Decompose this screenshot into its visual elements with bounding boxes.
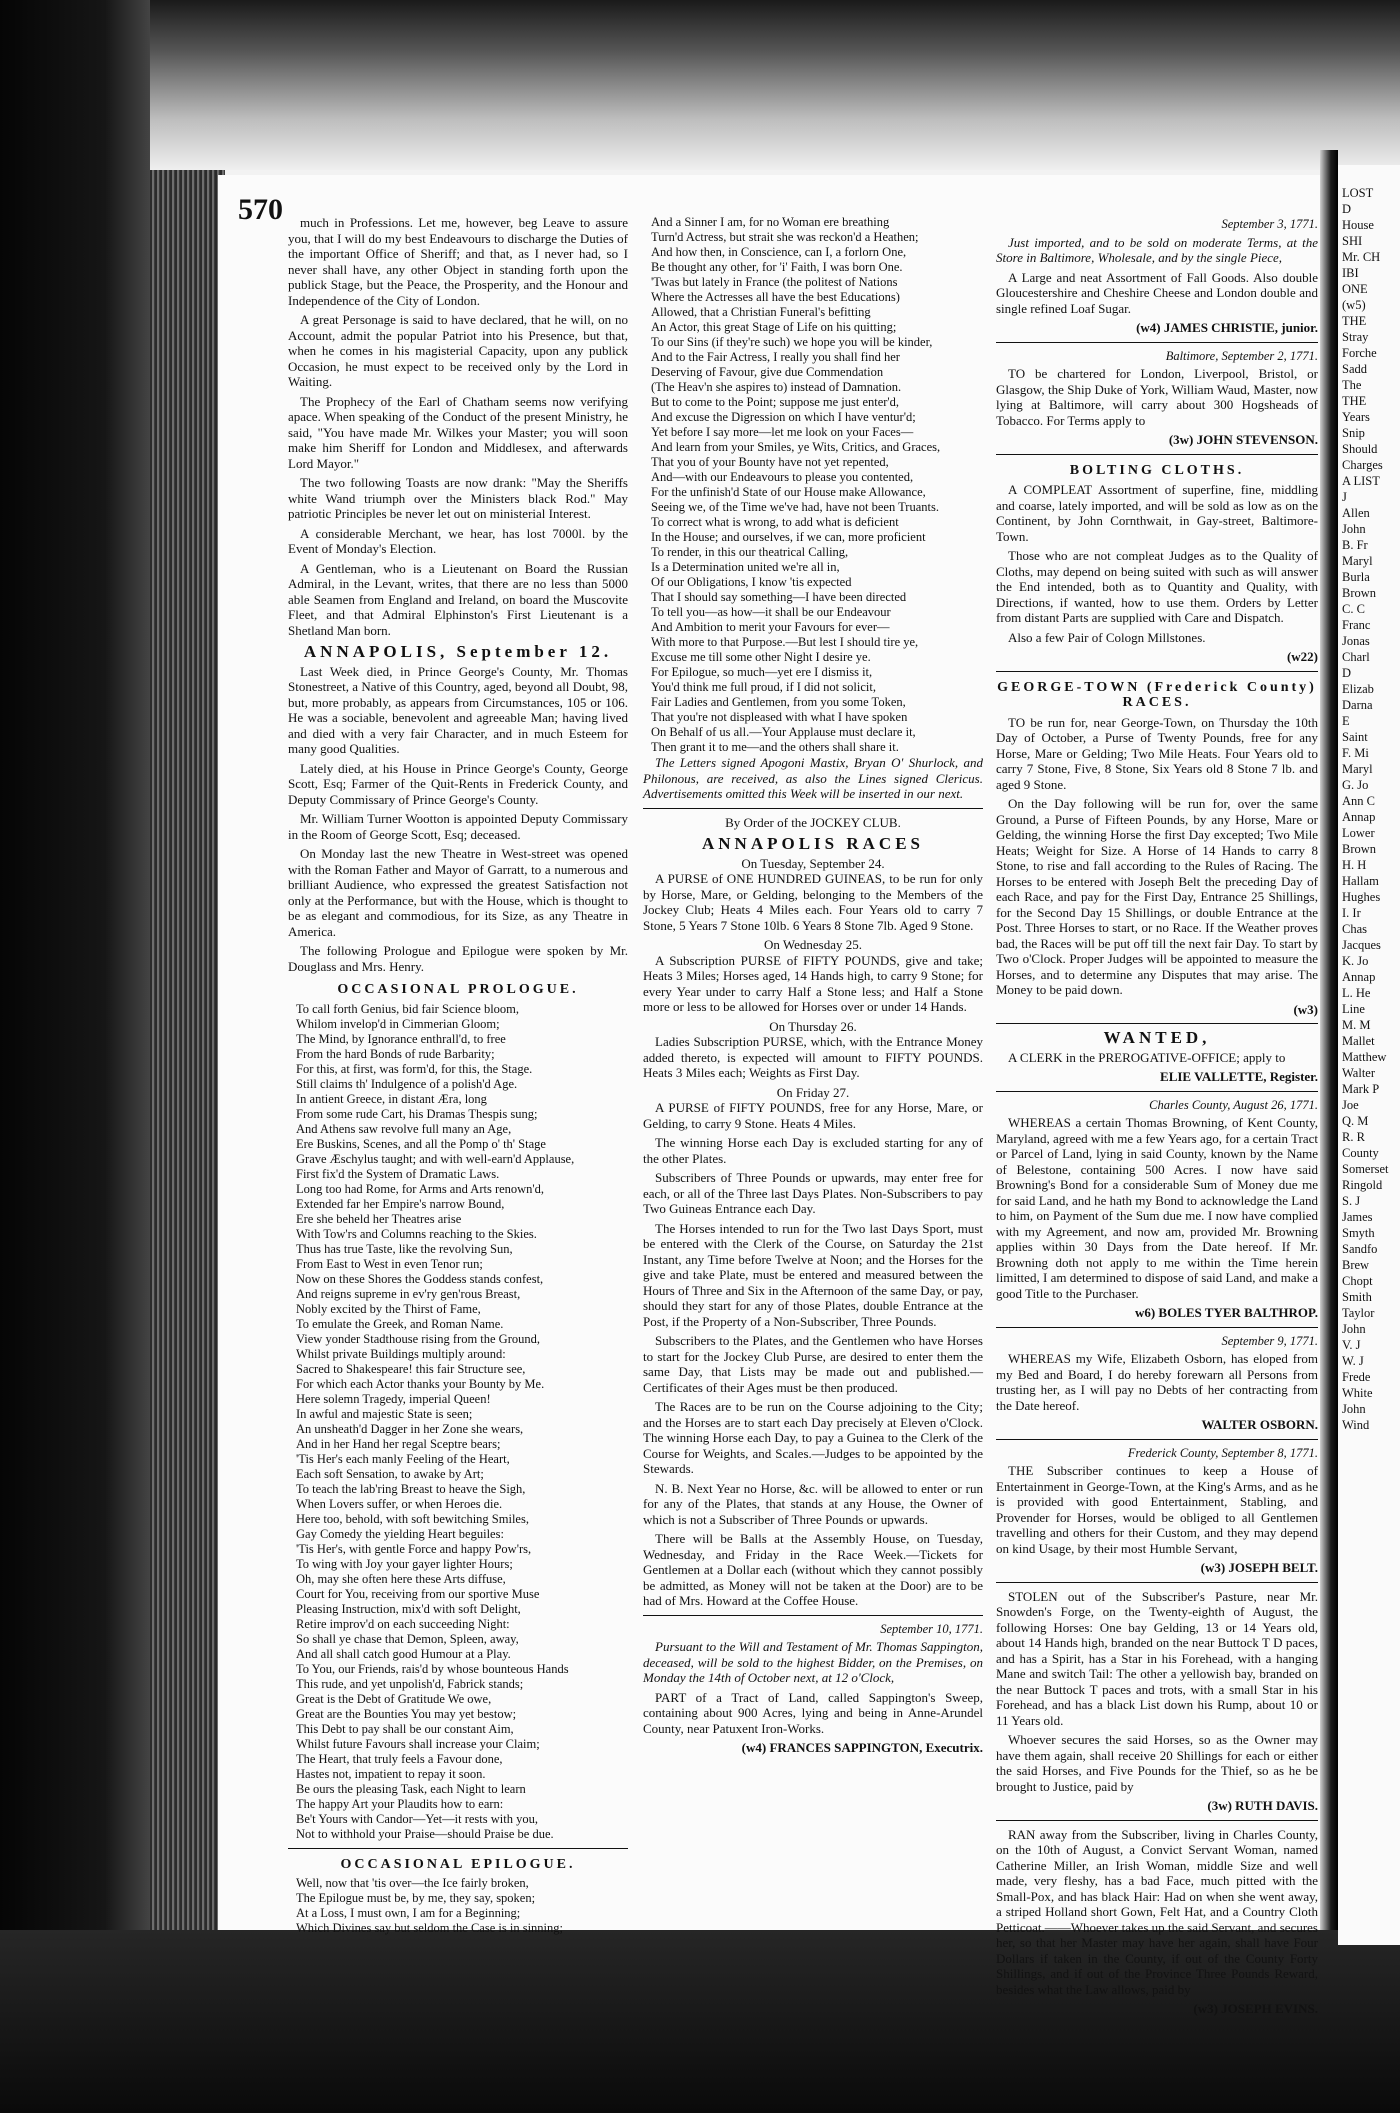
verse-line: Then grant it to me—and the others shall share it.	[651, 740, 899, 754]
verse-line: Grave Æschylus taught; and with well-earn'd Applause,	[296, 1151, 575, 1166]
verse-line: Be thought any other, for 'i' Faith, I was born One.	[651, 260, 903, 274]
verse-line: Not to withhold your Praise—should Praise be due.	[296, 1826, 554, 1841]
race-day-heading: On Friday 27.	[776, 1084, 850, 1100]
facing-page-fragment-line: Brown	[1342, 586, 1377, 600]
verse-line: To wing with Joy your gayer lighter Hours;	[296, 1556, 513, 1571]
verse-line: From East to West in even Tenor run;	[296, 1256, 483, 1271]
paragraph: On Monday last the new Theatre in West-street was opened with the Roman Father and Mayor of Garratt, to a numerous and brilliant Audience, who expressed the greatest Satisfaction not only at the Performance, but with the House, which is thought to be as elegant and commodious, for its Size, as any Theatre in America.	[288, 846, 628, 939]
facing-page-fragment-line: Franc	[1342, 618, 1371, 632]
facing-page-fragment-line: Walter	[1342, 1066, 1376, 1080]
verse-line: 'Tis Her's, with gentle Force and happy Pow'rs,	[296, 1541, 532, 1556]
facing-page-fragment-line: Line	[1342, 1002, 1365, 1016]
verse-line: First fix'd the System of Dramatic Laws.	[296, 1166, 500, 1181]
verse-line: Be ours the pleasing Task, each Night to learn	[296, 1781, 526, 1796]
race-day-heading: On Wednesday 25.	[763, 937, 862, 952]
facing-page-fragment-line: F. Mi	[1342, 746, 1369, 760]
verse-line: And Athens saw revolve full many an Age,	[296, 1121, 512, 1136]
facing-page-fragment-line: D	[1342, 666, 1352, 680]
verse-line: At a Loss, I must own, I am for a Beginning;	[296, 1906, 521, 1920]
race-rules: Subscribers of Three Pounds or upwards, may enter free for each, or all of the Three last Days Plates. Non-Subscribers to pay Two Guineas Entrance each Day.	[643, 1170, 983, 1216]
facing-page-fragment-line: V. J	[1342, 1338, 1361, 1352]
ad-date: September 10, 1771.	[880, 1621, 983, 1636]
ad-signature: (w3) JOSEPH BELT.	[1200, 1560, 1318, 1575]
verse-line: And—with our Endeavours to please you contented,	[651, 470, 914, 484]
facing-page-fragment-line: Ann C	[1342, 794, 1375, 808]
verse-line: Whilst private Buildings multiply around:	[296, 1346, 506, 1361]
facing-page-fragment-line: Q. M	[1342, 1114, 1369, 1128]
verse-line: In antient Greece, in distant Æra, long	[296, 1091, 487, 1106]
facing-page-fragment-line: James	[1342, 1210, 1373, 1224]
divider	[996, 1820, 1318, 1821]
verse-line: From the hard Bonds of rude Barbarity;	[296, 1046, 495, 1061]
verse-line: And Ambition to merit your Favours for ever—	[651, 620, 890, 634]
verse-line: Still claims th' Indulgence of a polish'd Age.	[296, 1076, 518, 1091]
verse-line: (The Heav'n she aspires to) instead of Damnation.	[651, 380, 902, 394]
ad-date: September 9, 1771.	[1221, 1333, 1318, 1348]
facing-page-fragment-line: R. R	[1342, 1130, 1365, 1144]
verse-line: 'Tis Her's each manly Feeling of the Heart,	[296, 1451, 510, 1466]
facing-page-fragment-line: Sadd	[1342, 362, 1367, 376]
printer-notice: The Letters signed Apogoni Mastix, Bryan O' Shurlock, and Philonous, are received, as also the Lines signed Clericus. Advertisements omitted this Week will be inserted in our next.	[643, 755, 983, 801]
facing-page-fragment-line: Chopt	[1342, 1274, 1373, 1288]
verse-line: From some rude Cart, his Dramas Thespis sung;	[296, 1106, 538, 1121]
facing-page-fragment-line: I. Ir	[1342, 906, 1361, 920]
races-heading: ANNAPOLIS RACES	[702, 834, 924, 853]
ad-heading: WANTED,	[1103, 1028, 1211, 1047]
facing-page-fragment-line: K. Jo	[1342, 954, 1369, 968]
column-1	[288, 215, 628, 1935]
ad-text: A CLERK in the PREROGATIVE-OFFICE; apply to	[1008, 1049, 1286, 1065]
race-day-heading: On Thursday 26.	[769, 1018, 857, 1034]
verse-line: To You, our Friends, rais'd by whose bounteous Hands	[296, 1661, 569, 1676]
verse-line: With Tow'rs and Columns reaching to the Skies.	[296, 1226, 537, 1241]
ad-intro: Pursuant to the Will and Testament of Mr. Thomas Sappington, deceased, will be sold to the highest Bidder, on the Premises, on Monday the 14th of October next, at 12 o'Clock,	[643, 1639, 983, 1685]
ad-text: THE Subscriber continues to keep a House of Entertainment in George-Town, at the King's Arms, and as he is provided with good Entertainment, Stabling, and Provender for Horses, would be obliged to all Gentlemen travelling and others for their Custom, and they may depend on kind Usage, by their most Humble Servant,	[996, 1463, 1318, 1556]
facing-page-fragment-line: Snip	[1342, 426, 1365, 440]
column-3	[996, 215, 1319, 2016]
ad-signature: w6) BOLES TYER BALTHROP.	[1134, 1305, 1318, 1320]
verse-line: But to come to the Point; suppose me just enter'd,	[651, 395, 900, 409]
prologue-heading: OCCASIONAL PROLOGUE.	[337, 982, 579, 997]
facing-page-fragment-line: Smyth	[1342, 1226, 1375, 1240]
facing-page-fragment-line: Somerset	[1342, 1162, 1389, 1176]
ad-signature: WALTER OSBORN.	[1201, 1417, 1318, 1432]
facing-page-fragment	[1338, 165, 1400, 1945]
ad-signature: ELIE VALLETTE, Register.	[1160, 1069, 1318, 1084]
order-line: By Order of the JOCKEY CLUB.	[725, 814, 901, 830]
verse-line: Great is the Debt of Gratitude We owe,	[296, 1691, 492, 1706]
verse-line: To emulate the Greek, and Roman Name.	[296, 1316, 504, 1331]
verse-line: With more to that Purpose.—But lest I should tire ye,	[651, 635, 919, 649]
verse-line: Extended far her Empire's narrow Bound,	[296, 1196, 505, 1211]
facing-page-fragment-line: Years	[1342, 410, 1370, 424]
ad-text: WHEREAS a certain Thomas Browning, of Kent County, Maryland, agreed with me a few Years ago, for a certain Tract or Parcel of Land, lying in said County, known by the Name of Belestone, containing 500 Acres. I now have said Browning's Bond for a considerable Sum of Money due me for said Land, and he hath my Bond to acknowledge the Land to him, on Payment of the Sum due me. I now have complied with my Agreement, and now am, provided Mr. Browning applies within 30 Days from the Date hereof. If Mr. Browning doth not apply to me within the Time herein limitted, I am determined to dispose of said Land, and make a good Title to the Purchaser.	[996, 1115, 1319, 1301]
facing-page-fragment-line: Ringold	[1342, 1178, 1383, 1192]
ad-signature: (3w) JOHN STEVENSON.	[1168, 432, 1318, 447]
facing-page-fragment-line: Stray	[1342, 330, 1369, 344]
facing-page-fragment-line: Jacques	[1342, 938, 1381, 952]
facing-page-fragment-line: (w5)	[1342, 298, 1366, 312]
facing-page-fragment-line: G. Jo	[1342, 778, 1369, 792]
verse-line: Nobly excited by the Thirst of Fame,	[296, 1301, 481, 1316]
verse-line: An Actor, this great Stage of Life on his quitting;	[651, 320, 897, 334]
verse-line: Here solemn Tragedy, imperial Queen!	[296, 1391, 491, 1406]
facing-page-fragment-line: H. H	[1342, 858, 1367, 872]
divider	[288, 1848, 628, 1849]
divider	[996, 454, 1318, 455]
verse-line: Sacred to Shakespeare! this fair Structure see,	[296, 1361, 526, 1376]
ad-text: TO be run for, near George-Town, on Thursday the 10th Day of October, a Purse of Twenty Pounds, free for any Horse, Mare or Gelding; Two Mile Heats. Four Years old to carry 7 Stone, Five, 8 Stone, Six Years old 8 Stone 7 lb. and aged 9 Stone.	[996, 714, 1318, 792]
ad-signature: (w3)	[1293, 1001, 1318, 1017]
verse-line: Court for You, receiving from our sportive Muse	[296, 1586, 540, 1601]
facing-page-text	[1338, 165, 1400, 1433]
facing-page-fragment-line: Annap	[1342, 970, 1376, 984]
divider	[996, 1327, 1318, 1328]
verse-line: View yonder Stadthouse rising from the Ground,	[296, 1331, 541, 1346]
verse-line: Fair Ladies and Gentlemen, from you some Token,	[651, 695, 906, 709]
facing-page-fragment-line: County	[1342, 1146, 1379, 1160]
verse-line: The Heart, that truly feels a Favour done,	[296, 1751, 503, 1766]
left-margin-dark	[0, 0, 150, 2113]
ad-signature: (3w) RUTH DAVIS.	[1207, 1798, 1318, 1813]
ad-signature: (w22)	[1286, 649, 1318, 664]
verse-line: And in her Hand her regal Sceptre bears;	[296, 1436, 501, 1451]
verse-line: For this, at first, was form'd, for this, the Stage.	[296, 1061, 533, 1076]
facing-page-fragment-line: Lower	[1342, 826, 1375, 840]
ad-text: TO be chartered for London, Liverpool, Bristol, or Glasgow, the Ship Duke of York, William Waud, Master, now lying at Baltimore, will carry about 300 Hogsheads of Tobacco. For Terms apply to	[996, 366, 1318, 428]
verse-line: For the unfinish'd State of our House make Allowance,	[651, 485, 926, 499]
ad-text: A COMPLEAT Assortment of superfine, fine, middling and coarse, lately imported, and will be sold as low as on the Continent, by John Cornthwait, in Gay-street, Baltimore-Town.	[996, 482, 1318, 544]
ad-signature: (w3) JOSEPH EVINS.	[1193, 2001, 1318, 2016]
facing-page-fragment-line: Charges	[1342, 458, 1383, 472]
verse-line: Hastes not, impatient to repay it soon.	[296, 1766, 486, 1781]
verse-line: Here too, behold, with soft bewitching Smiles,	[296, 1511, 529, 1526]
verse-line: Where the Actresses all have the best Educations)	[651, 290, 900, 304]
verse-line: Great are the Bounties You may yet bestow;	[296, 1706, 517, 1721]
annapolis-heading: ANNAPOLIS, September 12.	[303, 642, 613, 661]
race-rules: Subscribers to the Plates, and the Gentlemen who have Horses to start for the Jockey Club Purse, are desired to enter them the same Day, that Lists may be made out and published.—Certificates of their Ages must be then produced.	[643, 1333, 983, 1395]
verse-line: So shall ye chase that Demon, Spleen, away,	[296, 1631, 519, 1646]
facing-page-fragment-line: Jonas	[1342, 634, 1370, 648]
facing-page-fragment-line: House	[1342, 218, 1374, 232]
facing-page-fragment-line: Should	[1342, 442, 1378, 456]
verse-line: This rude, and yet unpolish'd, Fabrick stands;	[296, 1676, 524, 1691]
verse-line: That I should say something—I have been directed	[651, 590, 907, 604]
facing-page-fragment-line: SHI	[1342, 234, 1363, 248]
epilogue-verse	[288, 1876, 628, 1936]
verse-line: This Debt to pay shall be our constant Aim,	[296, 1721, 514, 1736]
facing-page-fragment-line: Maryl	[1342, 762, 1373, 776]
column-2	[643, 215, 983, 1915]
divider	[996, 1439, 1318, 1440]
ad-text: RAN away from the Subscriber, living in Charles County, on the 10th of August, a Convict Servant Woman, named Catherine Miller, an Irish Woman, middle Size and well made, very fleshy, has a bad Face, much pitted with the Small-Pox, and has black Hair: Had on when she went away, a striped Holland short Gown, Felt Hat, and a Country Cloth Petticoat.——Whoever takes up the said Servant, and secures her, so that her Master may have her again, shall have Four Dollars if taken in the County, if out of the County Forty Shillings, and if out of the Province Three Pounds Reward, besides what the Law allows, paid by	[996, 1826, 1318, 1997]
facing-page-fragment-line: Charl	[1342, 650, 1370, 664]
book-spine-edges	[150, 170, 225, 1940]
facing-page-fragment-line: Allen	[1342, 506, 1370, 520]
verse-line: Allowed, that a Christian Funeral's befitting	[651, 305, 871, 319]
facing-page-fragment-line: Elizab	[1342, 682, 1374, 696]
verse-line: Be't Yours with Candor—Yet—it rests with you,	[296, 1811, 538, 1826]
race-rules: The Horses intended to run for the Two last Days Sport, must be entered with the Clerk of the Course, on Saturday the 21st Instant, any Time before Twelve at Noon; and the Horses for the give and take Plate, must be entered and measured between the Hours of Three and Six in the Afternoon of the same Day, or pay, should they start for any of those Plates, double Entrance at the Post, if the Property of a Non-Subscriber, Three Pounds.	[643, 1220, 983, 1329]
verse-line: Deserving of Favour, give due Commendation	[651, 365, 884, 379]
page-number: 570	[238, 193, 283, 226]
facing-page-fragment-line: A LIST	[1342, 474, 1380, 488]
race-day-heading: On Tuesday, September 24.	[741, 855, 885, 871]
facing-page-fragment-line: White	[1342, 1386, 1373, 1400]
facing-page-fragment-line: D	[1342, 202, 1352, 216]
facing-page-fragment-line: Hughes	[1342, 890, 1381, 904]
verse-line: The Mind, by Ignorance enthrall'd, to free	[296, 1031, 506, 1046]
verse-line: Gay Comedy the yielding Heart beguiles:	[296, 1526, 504, 1541]
newspaper-page	[218, 175, 1320, 2016]
verse-line: And all shall catch good Humour at a Play.	[296, 1646, 511, 1661]
verse-line: Is a Determination united we're all in,	[651, 560, 840, 574]
ad-text: Also a few Pair of Cologn Millstones.	[1008, 629, 1206, 645]
facing-page-fragment-line: John	[1342, 522, 1366, 536]
verse-line: Of our Obligations, I know 'tis expected	[651, 575, 852, 589]
facing-page-fragment-line: Chas	[1342, 922, 1367, 936]
verse-line: Whilst future Favours shall increase your Claim;	[296, 1736, 540, 1751]
facing-page-fragment-line: THE	[1342, 394, 1367, 408]
race-rules: The winning Horse each Day is excluded starting for any of the other Plates.	[643, 1135, 983, 1166]
page-gutter	[1320, 150, 1338, 1950]
race-rules: The Races are to be run on the Course adjoining to the City; and the Horses are to start each Day precisely at Eleven o'Clock. The winning Horse each Day, to pay a Guinea to the Clerk of the Course for Weights, and Scales.—Judges to be appointed by the Stewards.	[643, 1399, 983, 1476]
paragraph: Mr. William Turner Wootton is appointed Deputy Commissary in the Room of George Scott, Esq; deceased.	[288, 811, 628, 842]
verse-line: In awful and majestic State is seen;	[296, 1406, 473, 1421]
facing-page-fragment-line: C. C	[1342, 602, 1365, 616]
verse-line: To our Sins (if they're such) we hope you will be kinder,	[651, 335, 933, 349]
divider	[643, 1615, 983, 1616]
paragraph: Lately died, at his House in Prince George's County, George Scott, Esq; Farmer of the Quit-Rents in Frederick County, and Deputy Commissary of Prince George's County.	[288, 760, 628, 807]
verse-line: Which Divines say but seldom the Case is in sinning;	[296, 1921, 563, 1935]
race-rules: N. B. Next Year no Horse, &c. will be allowed to enter or run for any of the Plates, that stands at any House, the Owner of which is not a Subscriber of Three Pounds or upwards.	[643, 1480, 983, 1527]
paragraph: The two following Toasts are now drank: "May the Sheriffs white Wand triumph over the Ministers black Rod." May patriotic Principles be never let out on ministerial Interest.	[288, 475, 628, 521]
facing-page-fragment-line: Annap	[1342, 810, 1376, 824]
paragraph: The following Prologue and Epilogue were spoken by Mr. Douglass and Mrs. Henry.	[288, 943, 628, 974]
ad-text: PART of a Tract of Land, called Sappington's Sweep, containing about 900 Acres, lying and being in Anne-Arundel County, near Patuxent Iron-Works.	[643, 1689, 983, 1736]
ad-date: Charles County, August 26, 1771.	[1149, 1097, 1318, 1112]
verse-line: Thus has true Taste, like the revolving Sun,	[296, 1241, 513, 1256]
ad-date: Baltimore, September 2, 1771.	[1165, 348, 1318, 363]
ad-heading: BOLTING CLOTHS.	[1069, 462, 1245, 478]
ad-heading: GEORGE-TOWN (Frederick County) RACES.	[997, 679, 1317, 710]
race-day-text: A Subscription PURSE of FIFTY POUNDS, give and take; Heats 3 Miles; Horses aged, 14 Hands high, to carry 9 Stone; for every Year under to carry Half a Stone less; and Half a Stone more or less to be allowed for Horses over or under 14 Hands.	[643, 952, 983, 1014]
facing-page-fragment-line: Saint	[1342, 730, 1368, 744]
facing-page-fragment-line: John	[1342, 1402, 1366, 1416]
epilogue-continued	[643, 215, 983, 755]
facing-page-fragment-line: Mark P	[1342, 1082, 1380, 1096]
verse-line: That you of your Bounty have not yet repented,	[651, 455, 889, 469]
facing-page-fragment-line: IBI	[1342, 266, 1359, 280]
verse-line: Pleasing Instruction, mix'd with soft Delight,	[296, 1601, 521, 1616]
race-day-text: A PURSE of FIFTY POUNDS, free for any Horse, Mare, or Gelding, to carry 9 Stone. Heats 4 Miles.	[643, 1100, 983, 1131]
prologue-verse	[288, 1002, 628, 1842]
divider	[996, 1091, 1318, 1092]
verse-line: When Lovers suffer, or when Heroes die.	[296, 1496, 503, 1511]
verse-line: To tell you—as how—it shall be our Endeavour	[651, 605, 891, 619]
ad-text: WHEREAS my Wife, Elizabeth Osborn, has eloped from my Bed and Board, I do hereby forewarn all Persons from trusting her, as I will pay no Debts of her contracting from the Date hereof.	[996, 1351, 1318, 1413]
verse-line: And learn from your Smiles, ye Wits, Critics, and Graces,	[651, 440, 941, 454]
facing-page-fragment-line: Sandfo	[1342, 1242, 1378, 1256]
top-shadow	[0, 0, 1400, 170]
ad-text: Those who are not compleat Judges as to the Quality of Cloths, may depend on being suited with such as will answer the End intended, both as to Quantity and Quality, with Directions, if wanted, how to use them. Orders by Letter from distant Parts are supplied with Care and Dispatch.	[996, 548, 1318, 625]
verse-line: Ere she beheld her Theatres arise	[296, 1211, 462, 1226]
ad-signature: (w4) JAMES CHRISTIE, junior.	[1136, 320, 1318, 335]
paragraph: A considerable Merchant, we hear, has lost 7000l. by the Event of Monday's Election.	[288, 525, 628, 556]
verse-line: Oh, may she often here these Arts diffuse,	[296, 1571, 506, 1586]
paragraph: A great Personage is said to have declared, that he will, on no Account, admit the popular Patriot into his Presence, but that, when he comes in his magisterial Capacity, upon any publick Occasion, he must expect to be received only by the Lord in Waiting.	[288, 312, 628, 389]
race-rules: There will be Balls at the Assembly House, on Tuesday, Wednesday, and Friday in the Race Week.—Tickets for Gentlemen at a Dollar each (without which they cannot possibly be admitted, as Money will not be taken at the Door) are to be had of Mrs. Howard at the Coffee House.	[643, 1531, 983, 1608]
facing-page-fragment-line: Wind	[1342, 1418, 1370, 1432]
verse-line: For Epilogue, so much—yet ere I dismiss it,	[651, 665, 873, 679]
verse-line: 'Twas but lately in France (the politest of Nations	[651, 275, 898, 289]
facing-page-fragment-line: Forche	[1342, 346, 1377, 360]
facing-page-fragment-line: Joe	[1342, 1098, 1359, 1112]
facing-page-fragment-line: W. J	[1342, 1354, 1364, 1368]
divider	[643, 808, 983, 809]
ad-text: STOLEN out of the Subscriber's Pasture, near Mr. Snowden's Forge, on the Twenty-eighth of August, the following Horses: One bay Gelding, 13 or 14 Years old, about 14 Hands high, branded on the near Buttock T D paces, and has a Spirit, has a Star in his Forehead, with a hanging Mane and switch Tail: The other a yellowish bay, branded on the near Buttock T paces and trots, with a small Star in his Forehead, and has a black List down his Rump, about 10 or 11 Years old.	[996, 1588, 1318, 1728]
facing-page-fragment-line: Taylor	[1342, 1306, 1375, 1320]
facing-page-fragment-line: Matthew	[1342, 1050, 1387, 1064]
verse-line: Retire improv'd on each succeeding Night:	[296, 1616, 510, 1631]
verse-line: Each soft Sensation, to awake by Art;	[296, 1466, 484, 1481]
race-day-text: A PURSE of ONE HUNDRED GUINEAS, to be run for only by Horse, Mare, or Gelding, belonging to the Members of the Jockey Club; Heats 4 Miles each. Four Years old to carry 7 Stone, 5 Years 7 Stone 10lb. 6 Years 8 Stone 7lb. Aged 9 Stone.	[643, 871, 983, 933]
verse-line: And a Sinner I am, for no Woman ere breathing	[651, 215, 890, 229]
facing-page-fragment-line: Burla	[1342, 570, 1370, 584]
facing-page-fragment-line: Hallam	[1342, 874, 1379, 888]
facing-page-fragment-line: L. He	[1342, 986, 1371, 1000]
verse-line: Seeing we, of the Time we've had, have not been Truants.	[651, 500, 939, 514]
verse-line: Whilom invelop'd in Cimmerian Gloom;	[296, 1016, 500, 1031]
ad-text: A Large and neat Assortment of Fall Goods. Also double Gloucestershire and Cheshire Cheese and London double and single refined Loaf Sugar.	[996, 269, 1318, 316]
paragraph: The Prophecy of the Earl of Chatham seems now verifying apace. When speaking of the Conduct of the present Ministry, he said, "You have made Mr. Wilkes your Master; you will soon make him Sheriff for London and Middlesex, and afterwards Lord Mayor."	[288, 393, 628, 471]
divider	[996, 342, 1318, 343]
facing-page-fragment-line: Brew	[1342, 1258, 1370, 1272]
ad-date: September 3, 1771.	[1221, 217, 1318, 231]
facing-page-fragment-line: J	[1342, 490, 1347, 504]
verse-line: The Epilogue must be, by me, they say, spoken;	[296, 1891, 536, 1905]
verse-line: And reigns supreme in ev'ry gen'rous Breast,	[296, 1286, 521, 1301]
verse-line: To correct what is wrong, to add what is deficient	[651, 515, 899, 529]
divider	[996, 1023, 1318, 1024]
divider	[996, 671, 1318, 672]
facing-page-fragment-line: Brown	[1342, 842, 1377, 856]
verse-line: Yet before I say more—let me look on your Faces—	[651, 425, 914, 439]
verse-line: Ere Buskins, Scenes, and all the Pomp o' th' Stage	[296, 1136, 546, 1151]
verse-line: Well, now that 'tis over—the Ice fairly broken,	[296, 1876, 529, 1890]
verse-line: And excuse the Digression on which I have ventur'd;	[651, 410, 916, 424]
facing-page-fragment-line: B. Fr	[1342, 538, 1368, 552]
facing-page-fragment-line: John	[1342, 1322, 1366, 1336]
verse-line: The happy Art your Plaudits how to earn:	[296, 1796, 504, 1811]
verse-line: And how then, in Conscience, can I, a forlorn One,	[651, 245, 907, 259]
paragraph: A Gentleman, who is a Lieutenant on Board the Russian Admiral, in the Levant, writes, that there are no less than 5000 able Seamen from England and Ireland, on board the Muscovite Fleet, and that Admiral Elphinston's First Lieutenant is a Shetland Man born.	[288, 560, 628, 638]
facing-page-fragment-line: Frede	[1342, 1370, 1371, 1384]
paragraph: much in Professions. Let me, however, beg Leave to assure you, that I will do my best Endeavours to discharge the Duties of the important Office of Sheriff; and that, as I never had, so I never shall have, any other Object in standing forth upon the publick Stage, but the Peace, the Prosperity, and the Honour and Independence of the City of London.	[288, 215, 628, 308]
facing-page-fragment-line: E	[1342, 714, 1350, 728]
ad-date: Frederick County, September 8, 1771.	[1127, 1445, 1318, 1460]
verse-line: Long too had Rome, for Arms and Arts renown'd,	[296, 1181, 545, 1196]
epilogue-heading: OCCASIONAL EPILOGUE.	[340, 1856, 576, 1872]
ad-text: Whoever secures the said Horses, so as the Owner may have them again, shall receive 20 Shillings for each or either the said Horses, and Five Pounds for the Thief, so as he be brought to Justice, paid by	[996, 1732, 1318, 1794]
facing-page-fragment-line: M. M	[1342, 1018, 1371, 1032]
facing-page-fragment-line: THE	[1342, 314, 1367, 328]
facing-page-fragment-line: The	[1342, 378, 1362, 392]
verse-line: You'd think me full proud, if I did not solicit,	[651, 680, 876, 694]
verse-line: Turn'd Actress, but strait she was reckon'd a Heathen;	[651, 230, 919, 244]
verse-line: That you're not displeased with what I have spoken	[651, 710, 908, 724]
facing-page-fragment-line: ONE	[1342, 282, 1368, 296]
ad-signature: (w4) FRANCES SAPPINGTON, Executrix.	[741, 1740, 983, 1755]
paragraph: Last Week died, in Prince George's County, Mr. Thomas Stonestreet, a Native of this Country, aged, beyond all Doubt, 98, but, more probably, as appears from Circumstances, 105 or 106. He was a sociable, benevolent and agreeable Man; having lived and died with a very fair Character, and in much Esteem for many good Qualities.	[288, 663, 628, 756]
news-paragraphs	[288, 215, 628, 638]
race-day-text: Ladies Subscription PURSE, which, with the Entrance Money added thereto, is expected will amount to FIFTY POUNDS. Heats 3 Miles each; Weights as First Day.	[643, 1034, 983, 1080]
divider	[996, 1582, 1318, 1583]
verse-line: And to the Fair Actress, I really you shall find her	[651, 350, 900, 364]
ad-text: On the Day following will be run for, over the same Ground, a Purse of Fifteen Pounds, by any Horse, Mare or Gelding, the winning Horse the first Day excepted; Two Mile Heats; Weight for Size. A Horse of 14 Hands to carry 8 Stone, to rise and fall according to the Rules of Racing. The Horses to be entered with Joseph Belt the preceding Day of each Race, and pay for the First Day, Entrance 25 Shillings, for the Second Day 15 Shillings, or double Entrance at the Post. Three Horses to start, or no Race. If the Weather proves bad, the Races will be put off till the next fair Day. To start by Two o'Clock. Proper Judges will be appointed to measure the Horses, and to determine any Disputes that may arise. The Money to be paid down.	[996, 796, 1318, 997]
verse-line: On Behalf of us all.—Your Applause must declare it,	[651, 725, 916, 739]
facing-page-fragment-line: LOST	[1342, 186, 1374, 200]
verse-line: Now on these Shores the Goddess stands confest,	[296, 1271, 544, 1286]
verse-line: An unsheath'd Dagger in her Zone she wears,	[296, 1421, 524, 1436]
facing-page-fragment-line: Maryl	[1342, 554, 1373, 568]
verse-line: Excuse me till some other Night I desire ye.	[651, 650, 871, 664]
facing-page-fragment-line: Mallet	[1342, 1034, 1375, 1048]
facing-page-fragment-line: Smith	[1342, 1290, 1372, 1304]
facing-page-fragment-line: Darna	[1342, 698, 1373, 712]
facing-page-fragment-line: Mr. CH	[1342, 250, 1381, 264]
verse-line: In the House; and ourselves, if we can, more proficient	[651, 530, 926, 544]
verse-line: To render, in this our theatrical Calling,	[651, 545, 849, 559]
verse-line: For which each Actor thanks your Bounty by Me.	[296, 1376, 545, 1391]
ad-intro: Just imported, and to be sold on moderate Terms, at the Store in Baltimore, Wholesale, and by the single Piece,	[996, 234, 1318, 265]
verse-line: To call forth Genius, bid fair Science bloom,	[296, 1001, 520, 1016]
verse-line: To teach the lab'ring Breast to heave the Sigh,	[296, 1481, 526, 1496]
facing-page-fragment-line: S. J	[1342, 1194, 1361, 1208]
